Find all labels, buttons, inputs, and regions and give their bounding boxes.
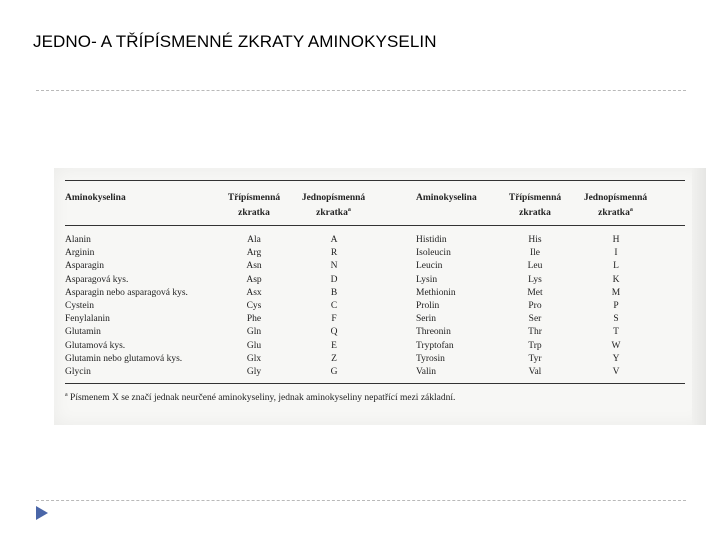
table-cell: Glutamin nebo glutamová kys. [65, 353, 183, 364]
table-cell: Lysin [416, 274, 438, 285]
triangle-right-shape [36, 506, 48, 520]
header-one-footnote-marker: a [629, 206, 633, 213]
header-one-line2-text: zkratka [598, 208, 630, 218]
header-three-right [500, 191, 570, 221]
column-left-names [65, 234, 188, 379]
table-cell: Leu [527, 261, 543, 272]
column-left-one [319, 234, 349, 379]
table-cell: Prolin [416, 301, 440, 312]
table-cell: H [612, 235, 620, 245]
table-cell: D [330, 274, 338, 285]
table-cell: Histidin [416, 235, 447, 245]
header-one-footnote-marker: a [347, 206, 351, 213]
table-cell: Glutamin [65, 327, 101, 338]
table-cell: Lys [528, 274, 542, 285]
table-cell: I [614, 248, 618, 259]
table-cell: Tyr [528, 353, 542, 364]
footnote-marker: a [65, 391, 68, 398]
table-cell: B [330, 287, 338, 298]
column-right-one [601, 234, 631, 379]
table-footnote [65, 393, 455, 403]
table-cell: Asparagin [65, 261, 105, 272]
header-one-line2 [291, 206, 376, 221]
table-cell: Tyrosin [416, 353, 445, 364]
table-rule-header [65, 225, 685, 226]
table-cell: K [612, 274, 620, 285]
table-cell: F [331, 314, 337, 325]
table-cell: Glycin [65, 367, 91, 378]
table-cell: L [613, 261, 619, 272]
table-cell: R [330, 248, 338, 259]
table-cell: Ile [529, 248, 541, 259]
header-three-line2: zkratka [238, 208, 270, 218]
table-cell: Glx [246, 353, 262, 364]
table-cell: Pro [528, 301, 542, 312]
column-right-three [510, 234, 560, 379]
table-cell: S [613, 314, 619, 325]
column-right-names [416, 234, 456, 379]
table-cell: Cys [246, 301, 262, 312]
table-cell: Val [528, 367, 542, 378]
footnote-text: Písmenem X se značí jednak neurčené aminokyseliny, jednak aminokyseliny nepatřící mezi základní. [67, 393, 456, 403]
header-amino-right: Aminokyselina [416, 193, 477, 203]
scan-edge [692, 168, 706, 425]
table-cell: Y [612, 353, 620, 364]
table-cell: M [611, 287, 621, 298]
header-one-left [291, 191, 376, 221]
table-cell: Glutamová kys. [65, 340, 126, 351]
header-one-line2-text: zkratka [316, 208, 348, 218]
header-one-line2 [573, 206, 658, 221]
table-cell: Gln [246, 327, 262, 338]
table-cell: G [330, 367, 338, 378]
table-cell: Asparagová kys. [65, 274, 129, 285]
table-cell: C [330, 301, 338, 312]
table-rule-bottom [65, 383, 685, 384]
table-cell: Gly [246, 367, 262, 378]
table-cell: Z [331, 353, 337, 364]
table-cell: Phe [246, 314, 262, 325]
table-cell: Trp [528, 340, 542, 351]
table-cell: Threonin [416, 327, 451, 338]
table-cell: Thr [528, 327, 542, 338]
header-three-left [219, 191, 289, 221]
divider-top [36, 90, 686, 91]
table-cell: Tryptofan [416, 340, 454, 351]
table-cell: Ala [247, 235, 261, 245]
header-one-right [573, 191, 658, 221]
table-cell: Q [330, 327, 338, 338]
divider-bottom [36, 500, 686, 501]
table-cell: T [613, 327, 619, 338]
header-one-line1: Jednopísmenná [301, 193, 366, 203]
table-cell: Methionin [416, 287, 456, 298]
table-cell: Alanin [65, 235, 91, 245]
table-cell: Isoleucin [416, 248, 451, 259]
table-rule-top [65, 180, 685, 181]
table-cell: Met [527, 287, 543, 298]
header-one-line1: Jednopísmenná [583, 193, 648, 203]
table-cell: Valin [416, 367, 437, 378]
table-cell: Asn [246, 261, 262, 272]
table-cell: Asparagin nebo asparagová kys. [65, 287, 188, 298]
header-three-line2: zkratka [519, 208, 551, 218]
table-cell: Leucin [416, 261, 443, 272]
header-amino-left: Aminokyselina [65, 193, 126, 203]
table-cell: Fenylalanin [65, 314, 110, 325]
triangle-right-icon[interactable] [35, 505, 49, 521]
table-cell: Ser [528, 314, 542, 325]
header-three-line1: Třípísmenná [508, 193, 562, 203]
table-cell: Asx [246, 287, 262, 298]
amino-acid-table-image [54, 168, 706, 425]
table-cell: N [330, 261, 338, 272]
table-cell: Arginin [65, 248, 95, 259]
table-cell: Serin [416, 314, 437, 325]
table-cell: His [528, 235, 542, 245]
table-cell: Asp [246, 274, 262, 285]
table-cell: E [331, 340, 337, 351]
table-cell: Glu [246, 340, 262, 351]
table-cell: P [613, 301, 619, 312]
header-three-line1: Třípísmenná [227, 193, 281, 203]
table-cell: Arg [246, 248, 262, 259]
column-left-three [229, 234, 279, 379]
slide-title: JEDNO- A TŘÍPÍSMENNÉ ZKRATY AMINOKYSELIN [33, 32, 437, 51]
table-cell: V [612, 367, 620, 378]
table-cell: A [330, 235, 338, 245]
table-cell: W [611, 340, 621, 351]
table-cell: Cystein [65, 301, 95, 312]
